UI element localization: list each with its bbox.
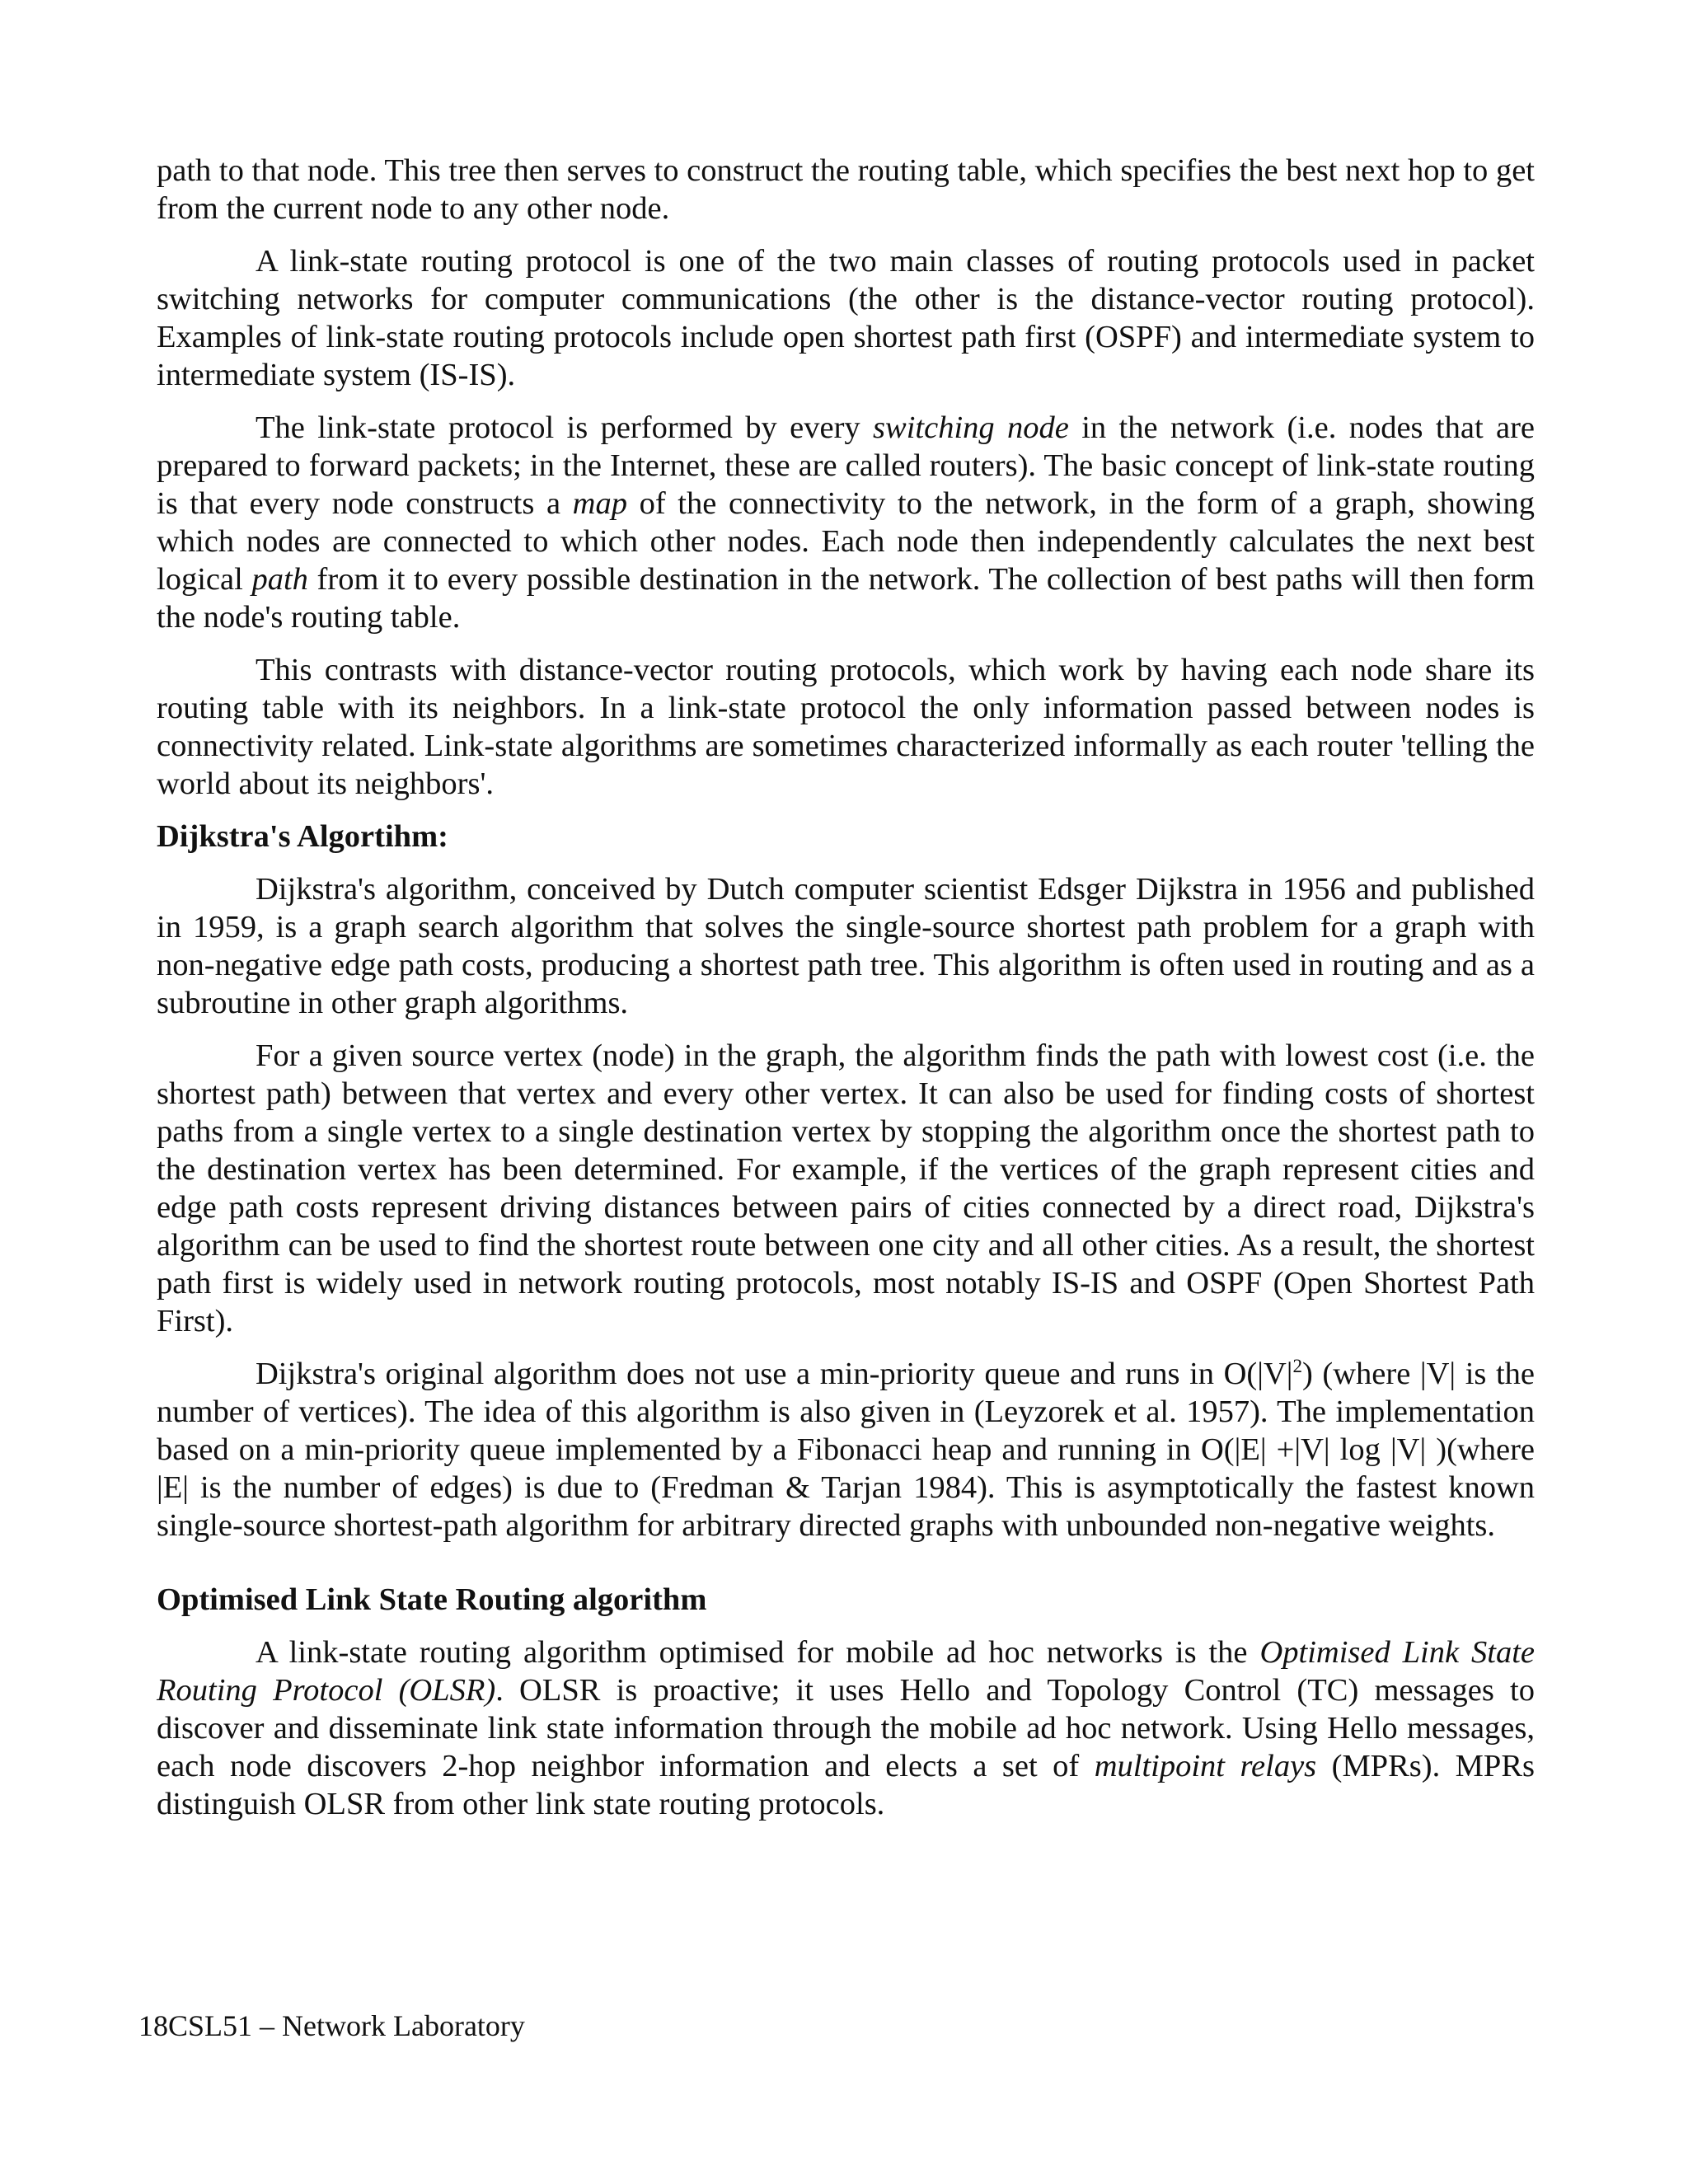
term-map: map (572, 486, 627, 521)
paragraph-link-state-classes: A link-state routing protocol is one of the two main classes of routing protocols used in packet switching networks for computer communications (the other is the distance-vector routing protocol). Examples of link-state routing protocols include open shortest path first (OSPF) and intermediate system to intermediate system (IS-IS). (157, 244, 1535, 392)
heading-dijkstra: Dijkstra's Algortihm: (157, 819, 448, 854)
document-body (157, 152, 1535, 1838)
paragraph-dijkstra-intro: Dijkstra's algorithm, conceived by Dutch computer scientist Edsger Dijkstra in 1956 and published in 1959, is a graph search algorithm that solves the single-source shortest path problem for a graph with non-negative edge path costs, producing a shortest path tree. This algorithm is often used in routing and as a subroutine in other graph algorithms. (157, 872, 1535, 1020)
heading-olsr: Optimised Link State Routing algorithm (157, 1582, 707, 1617)
paragraph-dijkstra-source-vertex: For a given source vertex (node) in the graph, the algorithm finds the path with lowest cost (i.e. the shortest path) between that vertex and every other vertex. It can also be used for finding costs of shortest paths from a single vertex to a single destination vertex by stopping the algorithm once the shortest path to the destination vertex has been determined. For example, if the vertices of the graph represent cities and edge path costs represent driving distances between pairs of cities connected by a direct road, Dijkstra's algorithm can be used to find the shortest route between one city and all other cities. As a result, the shortest path first is widely used in network routing protocols, most notably IS-IS and OSPF (Open Shortest Path First). (157, 1038, 1535, 1338)
superscript-exponent: 2 (1292, 1355, 1303, 1377)
term-olsr: Optimised Link State Routing Protocol (OLSR) (157, 1635, 1536, 1708)
paragraph-olsr: A link-state routing algorithm optimised for mobile ad hoc networks is the Optimised Link State Routing Protocol (OLSR). OLSR is proactive; it uses Hello and Topology Control (TC) messages to discover and disseminate link state information through the mobile ad hoc network. Using Hello messages, each node discovers 2-hop neighbor information and elects a set of multipoint relays (MPRs). MPRs distinguish OLSR from other link state routing protocols. (157, 1635, 1536, 1821)
paragraph-distance-vector-contrast: This contrasts with distance-vector routing protocols, which work by having each node share its routing table with its neighbors. In a link-state protocol the only information passed between nodes is connectivity related. Link-state algorithms are sometimes characterized informally as each router 'telling the world about its neighbors'. (157, 653, 1535, 801)
term-multipoint-relays: multipoint relays (1094, 1749, 1317, 1783)
page-footer: 18CSL51 – Network Laboratory (138, 2009, 525, 2042)
paragraph-link-state-protocol: The link-state protocol is performed by every switching node in the network (i.e. nodes that are prepared to forward packets; in the Internet, these are called routers). The basic concept of link-state routing is that every node constructs a map of the connectivity to the network, in the form of a graph, showing which nodes are connected to which other nodes. Each node then independently calculates the next best logical path from it to every possible destination in the network. The collection of best paths will then form the node's routing table. (157, 410, 1536, 635)
term-path: path (251, 562, 308, 597)
term-switching-node: switching node (873, 410, 1069, 445)
paragraph-dijkstra-complexity: Dijkstra's original algorithm does not use a min-priority queue and runs in $O(|V|^2)$ (where |V| is the number of vertices). The idea of this algorithm is also given in (Leyzorek et al. 1957). The implementation based on a min-priority queue implemented by a Fibonacci heap and running in O(|E| +|V| log |V| )(where |E| is the number of edges) is due to (Fredman & Tarjan 1984). This is asymptotically the fastest known single-source shortest-path algorithm for arbitrary directed graphs with unbounded non-negative weights. (157, 1355, 1535, 1543)
paragraph-routing-table: path to that node. This tree then serves to construct the routing table, which specifies the best next hop to get from the current node to any other node. (157, 153, 1535, 226)
